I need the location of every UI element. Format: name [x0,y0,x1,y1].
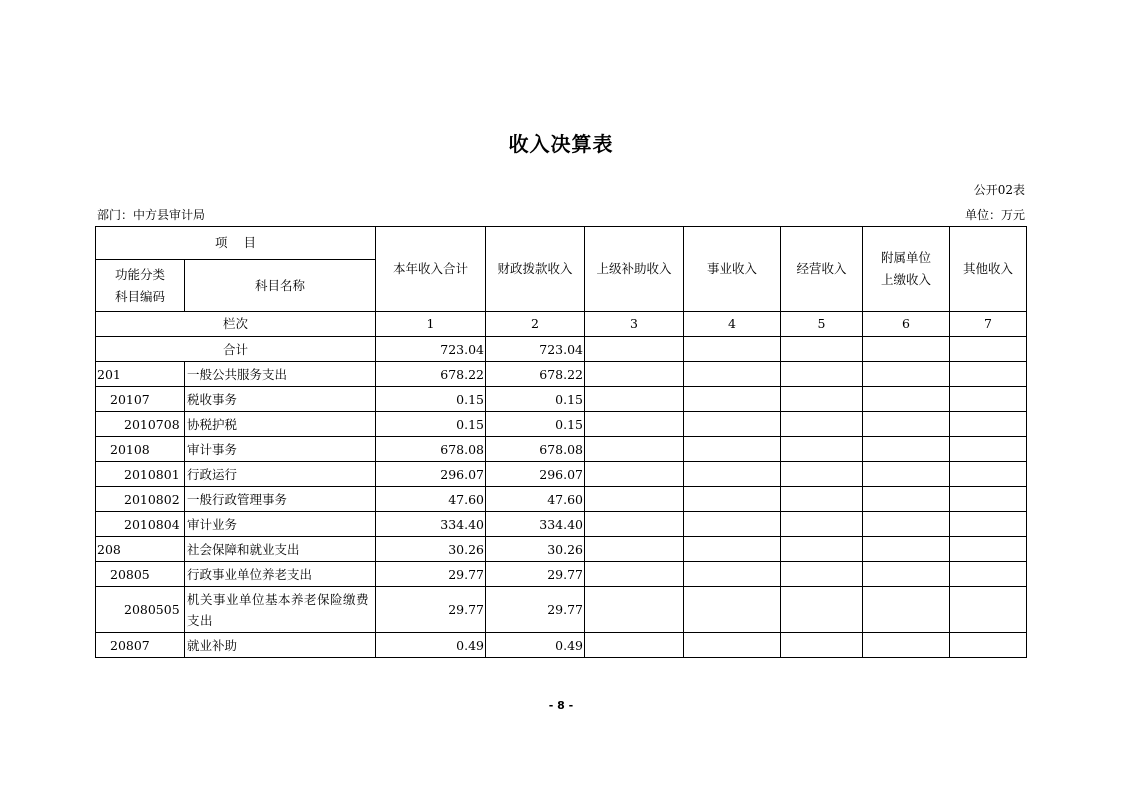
header-item: 项 目 [96,227,376,260]
row-value [585,412,684,437]
row-value [585,512,684,537]
row-value [950,633,1027,658]
header-func-code-line1: 功能分类 [114,266,165,282]
header-col-2: 财政拨款收入 [486,227,585,312]
row-value [585,462,684,487]
row-subject-name: 就业补助 [185,633,376,658]
table-row [96,487,1027,512]
row-value: 30.26 [376,537,486,562]
row-value: 0.49 [376,633,486,658]
row-value [585,487,684,512]
header-func-code [96,260,185,312]
row-value [781,562,863,587]
header-func-code-line2: 科目编码 [114,288,165,304]
total-cell: 723.04 [376,337,486,362]
row-value: 678.08 [376,437,486,462]
row-value: 0.15 [486,412,585,437]
row-value [781,412,863,437]
row-value [781,487,863,512]
row-value [863,387,950,412]
header-col-6 [863,227,950,312]
row-value: 29.77 [376,562,486,587]
row-value [684,437,781,462]
row-value: 30.26 [486,537,585,562]
row-value [684,512,781,537]
row-value [684,633,781,658]
row-value [585,587,684,633]
header-col-7: 其他收入 [950,227,1027,312]
row-subject-name: 审计业务 [185,512,376,537]
row-value [863,412,950,437]
header-col-3: 上级补助收入 [585,227,684,312]
total-cell [781,337,863,362]
row-value [950,512,1027,537]
table-row [96,512,1027,537]
row-value [684,537,781,562]
header-col-1: 本年收入合计 [376,227,486,312]
column-index-label: 栏次 [96,312,376,337]
row-value [781,387,863,412]
row-value [781,437,863,462]
header-col-5: 经营收入 [781,227,863,312]
row-value: 0.15 [486,387,585,412]
table-row [96,633,1027,658]
row-value [684,587,781,633]
row-code: 20107 [96,387,185,412]
row-code: 201 [96,362,185,387]
row-subject-name: 一般公共服务支出 [185,362,376,387]
row-value [684,362,781,387]
total-cell: 723.04 [486,337,585,362]
row-value [781,633,863,658]
column-index: 3 [585,312,684,337]
table-row [96,412,1027,437]
row-value: 29.77 [486,587,585,633]
row-value: 29.77 [376,587,486,633]
row-code: 208 [96,537,185,562]
total-cell [863,337,950,362]
row-subject-name: 行政事业单位养老支出 [185,562,376,587]
row-value [585,562,684,587]
row-value [863,462,950,487]
row-code: 2010801 [96,462,185,487]
row-code: 2010802 [96,487,185,512]
total-label: 合计 [96,337,376,362]
column-index: 7 [950,312,1027,337]
row-value [863,487,950,512]
row-code: 2010708 [96,412,185,437]
row-value: 0.15 [376,412,486,437]
row-value [585,362,684,387]
row-value [950,462,1027,487]
row-code: 20805 [96,562,185,587]
header-subject-name: 科目名称 [185,260,376,312]
column-index: 2 [486,312,585,337]
row-value [950,537,1027,562]
column-index: 1 [376,312,486,337]
row-value [585,387,684,412]
row-value: 47.60 [486,487,585,512]
row-value [950,562,1027,587]
row-value: 0.15 [376,387,486,412]
row-value [781,537,863,562]
form-number: 公开02表 [973,183,1025,197]
page-title: 收入决算表 [508,132,614,156]
row-value [950,587,1027,633]
row-value [781,362,863,387]
row-value [863,512,950,537]
row-value: 334.40 [486,512,585,537]
row-subject-name: 社会保障和就业支出 [185,537,376,562]
row-value [585,633,684,658]
total-row [96,337,1027,362]
row-value [781,512,863,537]
row-value: 334.40 [376,512,486,537]
table-row [96,437,1027,462]
row-value [863,362,950,387]
row-value [950,387,1027,412]
row-subject-name: 行政运行 [185,462,376,487]
row-code: 20108 [96,437,185,462]
table-body [96,362,1027,658]
row-value: 296.07 [486,462,585,487]
row-value: 678.08 [486,437,585,462]
income-table [95,226,1027,658]
row-value [950,412,1027,437]
table-row [96,537,1027,562]
header-col-6-line1: 附属单位 [880,250,931,265]
row-value: 0.49 [486,633,585,658]
row-value [950,487,1027,512]
row-code: 2010804 [96,512,185,537]
row-value: 296.07 [376,462,486,487]
row-value [585,437,684,462]
table-row [96,362,1027,387]
row-subject-name: 机关事业单位基本养老保险缴费支出 [185,587,376,633]
table-row [96,462,1027,487]
department-label: 部门：中方县审计局 [97,208,206,222]
unit-label: 单位：万元 [964,208,1025,222]
row-value [863,562,950,587]
row-value [684,487,781,512]
row-code: 20807 [96,633,185,658]
row-value: 678.22 [376,362,486,387]
row-value [863,633,950,658]
column-index: 5 [781,312,863,337]
total-cell [950,337,1027,362]
row-value [950,362,1027,387]
row-value [684,462,781,487]
row-subject-name: 一般行政管理事务 [185,487,376,512]
row-value: 678.22 [486,362,585,387]
total-cell [585,337,684,362]
row-value [863,537,950,562]
row-value [781,462,863,487]
row-value [863,587,950,633]
column-index: 6 [863,312,950,337]
row-value [781,587,863,633]
row-value [684,562,781,587]
row-value [950,437,1027,462]
header-col-4: 事业收入 [684,227,781,312]
row-subject-name: 税收事务 [185,387,376,412]
row-subject-name: 协税护税 [185,412,376,437]
row-subject-name: 审计事务 [185,437,376,462]
row-value: 47.60 [376,487,486,512]
row-code: 2080505 [96,587,185,633]
page-number: - 8 - [548,699,574,712]
table-row [96,387,1027,412]
row-value [684,387,781,412]
total-cell [684,337,781,362]
column-index: 4 [684,312,781,337]
table-row [96,587,1027,633]
table-row [96,562,1027,587]
header-col-6-line2: 上缴收入 [880,272,931,287]
row-value [863,437,950,462]
row-value [684,412,781,437]
row-value [585,537,684,562]
row-value: 29.77 [486,562,585,587]
